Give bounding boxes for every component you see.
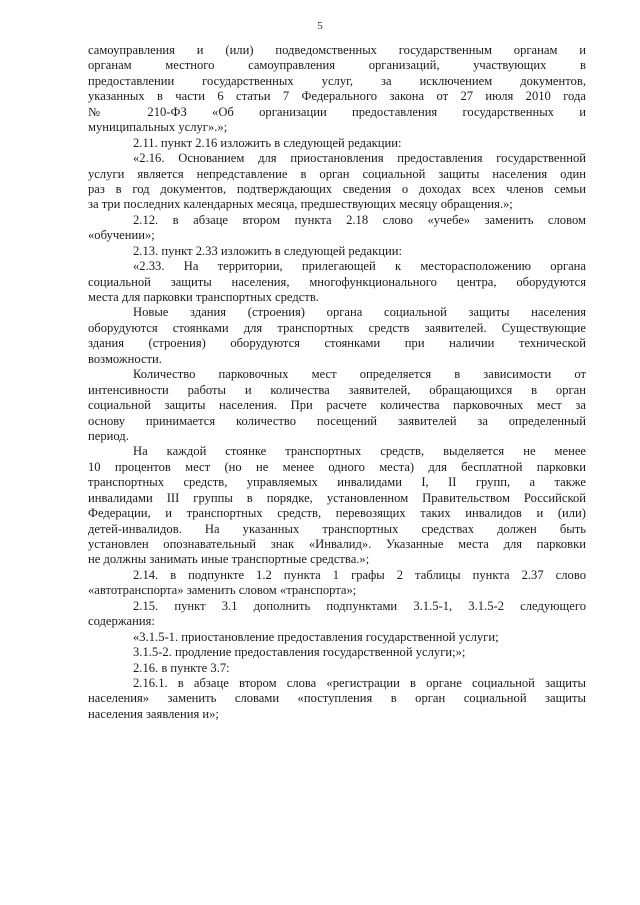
text-line: социальной защиты населения, многофункционального центра, оборудуются bbox=[88, 274, 586, 289]
text-line: период. bbox=[88, 428, 129, 443]
text-line: установлен опознавательный знак «Инвалид». Указанные места для парковки bbox=[88, 537, 586, 551]
text-line: «обучении»; bbox=[88, 228, 155, 243]
text-line: 2.15. пункт 3.1 дополнить подпунктами 3.1.5-1, 3.1.5-2 следующего bbox=[133, 598, 586, 613]
text-line: 10 процентов мест (но не менее одного места) для бесплатной парковки bbox=[88, 459, 586, 474]
text-line: «автотранспорта» заменить словом «транспорта»; bbox=[88, 583, 357, 598]
text-line: интенсивности работы и количества заявителей, обращающихся в орган bbox=[88, 382, 586, 397]
document-body bbox=[88, 43, 586, 722]
text-line: «2.16. Основанием для приостановления предоставления государственной bbox=[133, 151, 586, 166]
text-line: Новые здания (строения) органа социальной защиты населения bbox=[133, 305, 586, 320]
text-line: «2.33. На территории, прилегающей к месторасположению органа bbox=[133, 259, 586, 274]
text-line: 2.11. пункт 2.16 изложить в следующей редакции: bbox=[133, 135, 402, 150]
text-line: предоставлении государственных услуг, за исключением документов, bbox=[88, 73, 586, 88]
text-line: № 210-ФЗ «Об организации предоставления государственных и bbox=[88, 104, 586, 119]
text-line: оборудуются стоянками для транспортных средств заявителей. Существующие bbox=[88, 320, 586, 335]
text-line: 2.16. в пункте 3.7: bbox=[133, 660, 230, 675]
text-line: социальной защиты населения. При расчете количества парковочных мест за bbox=[88, 398, 586, 413]
text-line: Федерации, и транспортных средств, перевозящих таких инвалидов и (или) bbox=[88, 506, 586, 521]
text-line: здания (строения) оборудуются стоянками при наличии технической bbox=[88, 336, 586, 351]
text-line: населения заявления и»; bbox=[88, 706, 219, 721]
text-line: содержания: bbox=[88, 614, 155, 629]
text-line: муниципальных услуг».»; bbox=[88, 120, 228, 135]
text-line: органам местного самоуправления организаций, участвующих в bbox=[88, 58, 586, 73]
text-line: 2.13. пункт 2.33 изложить в следующей редакции: bbox=[133, 243, 402, 258]
text-line: 2.16.1. в абзаце втором слова «регистрации в органе социальной защиты bbox=[133, 675, 586, 690]
text-line: 2.12. в абзаце втором пункта 2.18 слово «учебе» заменить словом bbox=[133, 212, 586, 227]
text-line: раз в год документов, подтверждающих сведения о доходах всех членов семьи bbox=[88, 181, 586, 196]
text-line: за три последних календарных месяца, предшествующих месяцу обращения.»; bbox=[88, 197, 513, 212]
text-line: 3.1.5-2. продление предоставления государственной услуги;»; bbox=[133, 645, 466, 660]
text-line: места для парковки транспортных средств. bbox=[88, 290, 319, 304]
text-line: транспортных средств, управляемых инвалидами I, II групп, а также bbox=[88, 475, 586, 490]
text-line: «3.1.5-1. приостановление предоставления государственной услуги; bbox=[133, 629, 499, 644]
text-line: 2.14. в подпункте 1.2 пункта 1 графы 2 таблицы пункта 2.37 слово bbox=[133, 567, 586, 582]
text-line: не должны занимать иные транспортные средства.»; bbox=[88, 552, 370, 567]
text-line: основу принимается количество посещений заявителей за определенный bbox=[88, 413, 586, 428]
text-line: инвалидами III группы в порядке, установленном Правительством Российской bbox=[88, 490, 586, 505]
text-line: населения» заменить словами «поступления в орган социальной защиты bbox=[88, 691, 586, 706]
text-line: возможности. bbox=[88, 351, 162, 366]
text-line: Количество парковочных мест определяется в зависимости от bbox=[133, 367, 586, 382]
text-line: На каждой стоянке транспортных средств, выделяется не менее bbox=[133, 444, 586, 459]
page-number: 5 bbox=[317, 20, 323, 32]
text-line: услуги является непредставление в орган социальной защиты населения один bbox=[88, 166, 586, 181]
text-line: детей-инвалидов. На указанных транспортных средствах должен быть bbox=[88, 521, 586, 536]
text-line: самоуправления и (или) подведомственных государственным органам и bbox=[88, 43, 586, 57]
text-line: указанных в части 6 статьи 7 Федерального закона от 27 июля 2010 года bbox=[88, 89, 586, 104]
